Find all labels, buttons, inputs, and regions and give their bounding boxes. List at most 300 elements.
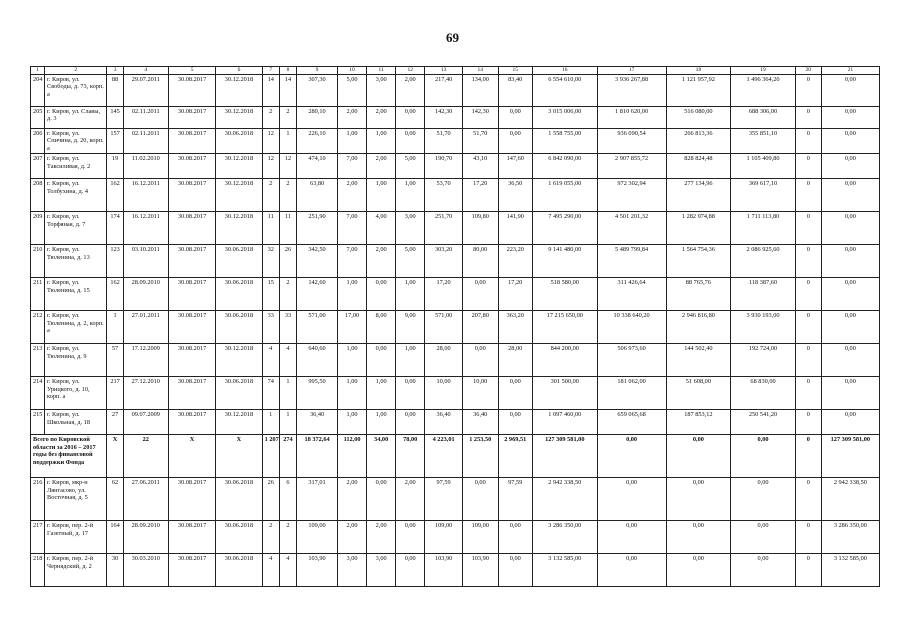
table-cell: 0 bbox=[795, 554, 821, 587]
table-cell: 6 bbox=[279, 478, 296, 521]
table-cell: 5,00 bbox=[396, 154, 425, 179]
table-cell: 30.08.2017 bbox=[168, 377, 215, 410]
table-cell: 1 496 364,20 bbox=[731, 74, 796, 106]
table-cell: 30.06.2018 bbox=[216, 478, 262, 521]
table-cell: 17,20 bbox=[498, 278, 532, 311]
table-row bbox=[31, 344, 880, 377]
table-cell: 30.06.2018 bbox=[216, 521, 262, 554]
table-cell: 1 558 755,00 bbox=[532, 128, 597, 154]
table-cell: 17 215 650,00 bbox=[532, 311, 597, 344]
table-cell: 29.07.2011 bbox=[123, 74, 168, 106]
table-cell: 62 bbox=[107, 478, 123, 521]
table-cell: 2,00 bbox=[338, 106, 367, 128]
table-cell: 0,00 bbox=[666, 478, 731, 521]
table-cell: 9,00 bbox=[396, 311, 425, 344]
table-cell: 0,00 bbox=[821, 278, 879, 311]
table-cell: 3,00 bbox=[396, 212, 425, 245]
table-cell: 1,00 bbox=[367, 179, 396, 212]
table-cell: 68 830,00 bbox=[731, 377, 796, 410]
address-cell: г. Киров, ул. Свободы, д. 73, корп. а bbox=[45, 74, 107, 106]
table-cell: 210 bbox=[31, 245, 45, 278]
table-cell: 2 907 855,72 bbox=[597, 154, 666, 179]
table-row bbox=[31, 128, 880, 154]
table-cell: 0,00 bbox=[396, 521, 425, 554]
total-cell: X bbox=[168, 435, 215, 478]
table-cell: 0 bbox=[795, 521, 821, 554]
table-cell: 317,01 bbox=[297, 478, 338, 521]
table-cell: 4 bbox=[262, 344, 279, 377]
table-cell: 211 bbox=[31, 278, 45, 311]
table-cell: 0,00 bbox=[396, 106, 425, 128]
address-cell: г. Киров, ул. Славы, д. 3 bbox=[45, 106, 107, 128]
table-cell: 4 bbox=[262, 554, 279, 587]
housing-resettlement-table bbox=[30, 66, 880, 587]
table-cell: 88 bbox=[107, 74, 123, 106]
table-cell: 3 930 193,00 bbox=[731, 311, 796, 344]
table-cell: 0,00 bbox=[731, 554, 796, 587]
table-cell: 162 bbox=[107, 179, 123, 212]
table-cell: 844 200,00 bbox=[532, 344, 597, 377]
table-cell: 7,00 bbox=[338, 212, 367, 245]
table-cell: 266 813,36 bbox=[666, 128, 731, 154]
table-cell: 207,80 bbox=[462, 311, 498, 344]
table-cell: 33 bbox=[262, 311, 279, 344]
total-row bbox=[31, 435, 880, 478]
table-cell: 30.08.2017 bbox=[168, 410, 215, 435]
table-cell: 30.08.2017 bbox=[168, 212, 215, 245]
table-cell: 30.12.2018 bbox=[216, 212, 262, 245]
table-cell: 11 bbox=[279, 212, 296, 245]
table-cell: 0,00 bbox=[666, 521, 731, 554]
total-cell: X bbox=[216, 435, 262, 478]
table-cell: 474,10 bbox=[297, 154, 338, 179]
table-cell: 30.08.2017 bbox=[168, 106, 215, 128]
table-cell: 103,90 bbox=[462, 554, 498, 587]
table-cell: 1,00 bbox=[338, 377, 367, 410]
table-cell: 30 bbox=[107, 554, 123, 587]
table-cell: 0,00 bbox=[821, 74, 879, 106]
total-cell: 274 bbox=[279, 435, 296, 478]
table-cell: 30.12.2018 bbox=[216, 74, 262, 106]
table-cell: 506 973,60 bbox=[597, 344, 666, 377]
table-cell: 0,00 bbox=[821, 311, 879, 344]
table-cell: 157 bbox=[107, 128, 123, 154]
address-cell: г. Киров, пер. 2-й Чернядский, д. 2 bbox=[45, 554, 107, 587]
table-cell: 214 bbox=[31, 377, 45, 410]
table-cell: 369 617,10 bbox=[731, 179, 796, 212]
table-cell: 3 286 350,00 bbox=[821, 521, 879, 554]
table-cell: 217,40 bbox=[425, 74, 463, 106]
column-number-cell: 6 bbox=[216, 67, 262, 75]
table-cell: 17,00 bbox=[338, 311, 367, 344]
table-cell: 2,00 bbox=[338, 521, 367, 554]
total-cell: 112,00 bbox=[338, 435, 367, 478]
table-cell: 2 946 816,80 bbox=[666, 311, 731, 344]
table-cell: 1 bbox=[262, 410, 279, 435]
total-cell: 127 309 581,00 bbox=[821, 435, 879, 478]
table-row bbox=[31, 377, 880, 410]
table-cell: 97,59 bbox=[498, 478, 532, 521]
table-cell: 0 bbox=[795, 344, 821, 377]
table-cell: 5,00 bbox=[396, 245, 425, 278]
table-cell: 250 541,20 bbox=[731, 410, 796, 435]
total-cell: 34,00 bbox=[367, 435, 396, 478]
total-cell: 1 253,50 bbox=[462, 435, 498, 478]
table-cell: 74 bbox=[262, 377, 279, 410]
table-cell: 217 bbox=[107, 377, 123, 410]
total-cell: 0,00 bbox=[666, 435, 731, 478]
table-row bbox=[31, 478, 880, 521]
table-cell: 1,00 bbox=[396, 278, 425, 311]
table-cell: 218 bbox=[31, 554, 45, 587]
table-cell: 2,00 bbox=[367, 154, 396, 179]
table-cell: 0,00 bbox=[396, 377, 425, 410]
table-cell: 30.08.2017 bbox=[168, 344, 215, 377]
table-cell: 0 bbox=[795, 311, 821, 344]
table-cell: 0,00 bbox=[462, 344, 498, 377]
column-number-cell: 9 bbox=[297, 67, 338, 75]
total-cell: 22 bbox=[123, 435, 168, 478]
total-cell: 0,00 bbox=[597, 435, 666, 478]
table-cell: 688 306,00 bbox=[731, 106, 796, 128]
table-cell: 27.01.2011 bbox=[123, 311, 168, 344]
table-cell: 251,90 bbox=[297, 212, 338, 245]
table-cell: 30.08.2017 bbox=[168, 311, 215, 344]
column-number-cell: 5 bbox=[168, 67, 215, 75]
table-cell: 0,00 bbox=[498, 410, 532, 435]
table-cell: 30.08.2017 bbox=[168, 74, 215, 106]
table-cell: 0,00 bbox=[597, 478, 666, 521]
total-cell: 2 969,51 bbox=[498, 435, 532, 478]
table-cell: 181 062,00 bbox=[597, 377, 666, 410]
table-cell: 17,20 bbox=[462, 179, 498, 212]
table-cell: 103,90 bbox=[425, 554, 463, 587]
table-cell: 659 065,68 bbox=[597, 410, 666, 435]
table-cell: 2,00 bbox=[367, 245, 396, 278]
table-cell: 17.12.2009 bbox=[123, 344, 168, 377]
table-cell: 0,00 bbox=[821, 106, 879, 128]
table-cell: 10,00 bbox=[462, 377, 498, 410]
total-cell: 18 372,64 bbox=[297, 435, 338, 478]
table-row bbox=[31, 154, 880, 179]
table-cell: 30.08.2017 bbox=[168, 245, 215, 278]
table-cell: 30.08.2017 bbox=[168, 478, 215, 521]
table-cell: 1,00 bbox=[338, 128, 367, 154]
table-cell: 30.06.2018 bbox=[216, 128, 262, 154]
column-number-cell: 15 bbox=[498, 67, 532, 75]
table-cell: 0,00 bbox=[498, 554, 532, 587]
table-cell: 14 bbox=[262, 74, 279, 106]
table-cell: 10,00 bbox=[425, 377, 463, 410]
column-number-row bbox=[31, 67, 880, 75]
address-cell: г. Киров, ул. Таксиливая, д. 2 bbox=[45, 154, 107, 179]
table-cell: 280,10 bbox=[297, 106, 338, 128]
table-cell: 190,70 bbox=[425, 154, 463, 179]
table-cell: 88 765,76 bbox=[666, 278, 731, 311]
table-cell: 144 502,40 bbox=[666, 344, 731, 377]
table-cell: 251,70 bbox=[425, 212, 463, 245]
table-cell: 0 bbox=[795, 377, 821, 410]
table-cell: 0,00 bbox=[462, 278, 498, 311]
table-row bbox=[31, 311, 880, 344]
column-number-cell: 11 bbox=[367, 67, 396, 75]
table-cell: 1 282 974,88 bbox=[666, 212, 731, 245]
table-cell: 0,00 bbox=[396, 410, 425, 435]
table-cell: 972 302,94 bbox=[597, 179, 666, 212]
table-cell: 1 bbox=[279, 377, 296, 410]
table-cell: 97,59 bbox=[425, 478, 463, 521]
address-cell: г. Киров, мкр-н Лянгасово, ул. Восточная, д. 5 bbox=[45, 478, 107, 521]
table-cell: 1,00 bbox=[396, 344, 425, 377]
total-cell: 127 309 581,00 bbox=[532, 435, 597, 478]
table-cell: 27.12.2010 bbox=[123, 377, 168, 410]
table-cell: 12 bbox=[279, 154, 296, 179]
column-number-cell: 19 bbox=[731, 67, 796, 75]
address-cell: г. Киров, ул. Толбухина, д. 4 bbox=[45, 179, 107, 212]
table-cell: 307,30 bbox=[297, 74, 338, 106]
table-cell: 0 bbox=[795, 106, 821, 128]
table-cell: 518 580,00 bbox=[532, 278, 597, 311]
column-number-cell: 7 bbox=[262, 67, 279, 75]
table-cell: 1,00 bbox=[396, 179, 425, 212]
table-cell: 1 121 957,92 bbox=[666, 74, 731, 106]
column-number-cell: 14 bbox=[462, 67, 498, 75]
table-cell: 0 bbox=[795, 212, 821, 245]
table-cell: 3 132 585,00 bbox=[532, 554, 597, 587]
table-cell: 28.09.2010 bbox=[123, 278, 168, 311]
table-cell: 12 bbox=[262, 154, 279, 179]
table-cell: 0 bbox=[795, 74, 821, 106]
table-cell: 2 bbox=[262, 179, 279, 212]
table-cell: 2 942 338,50 bbox=[532, 478, 597, 521]
table-cell: 0 bbox=[795, 128, 821, 154]
table-cell: 30.08.2017 bbox=[168, 521, 215, 554]
table-cell: 30.06.2018 bbox=[216, 245, 262, 278]
table-row bbox=[31, 179, 880, 212]
table-row bbox=[31, 245, 880, 278]
table-cell: 303,20 bbox=[425, 245, 463, 278]
table-cell: 16.12.2011 bbox=[123, 212, 168, 245]
address-cell: г. Киров, ул. Тюленина, д. 13 bbox=[45, 245, 107, 278]
total-cell: 1 207 bbox=[262, 435, 279, 478]
table-cell: 3,00 bbox=[338, 554, 367, 587]
table-cell: 57 bbox=[107, 344, 123, 377]
table-cell: 10 338 640,20 bbox=[597, 311, 666, 344]
table-cell: 0,00 bbox=[597, 521, 666, 554]
table-cell: 1,00 bbox=[338, 278, 367, 311]
page-number: 69 bbox=[446, 30, 459, 45]
table-cell: 80,00 bbox=[462, 245, 498, 278]
total-cell: 4 223,01 bbox=[425, 435, 463, 478]
table-cell: 0 bbox=[795, 478, 821, 521]
table-cell: 3 132 585,00 bbox=[821, 554, 879, 587]
table-cell: 3,00 bbox=[367, 554, 396, 587]
table-cell: 51,70 bbox=[462, 128, 498, 154]
table-row bbox=[31, 278, 880, 311]
table-cell: 2 942 338,50 bbox=[821, 478, 879, 521]
column-number-cell: 1 bbox=[31, 67, 45, 75]
table-row bbox=[31, 554, 880, 587]
column-number-cell: 4 bbox=[123, 67, 168, 75]
table-cell: 26 bbox=[279, 245, 296, 278]
table-cell: 0,00 bbox=[498, 377, 532, 410]
table-cell: 192 724,00 bbox=[731, 344, 796, 377]
table-cell: 32 bbox=[262, 245, 279, 278]
table-cell: 09.07.2009 bbox=[123, 410, 168, 435]
table-cell: 0 bbox=[795, 278, 821, 311]
table-cell: 109,80 bbox=[462, 212, 498, 245]
table-cell: 217 bbox=[31, 521, 45, 554]
table-cell: 2 bbox=[279, 278, 296, 311]
table-cell: 0,00 bbox=[821, 377, 879, 410]
table-cell: 6 554 610,00 bbox=[532, 74, 597, 106]
table-cell: 3,00 bbox=[367, 74, 396, 106]
table-cell: 142,30 bbox=[425, 106, 463, 128]
table-cell: 02.11.2011 bbox=[123, 128, 168, 154]
table-cell: 28,00 bbox=[425, 344, 463, 377]
table-cell: 209 bbox=[31, 212, 45, 245]
table-cell: 1 bbox=[279, 410, 296, 435]
table-cell: 0,00 bbox=[498, 521, 532, 554]
table-cell: 1 619 055,00 bbox=[532, 179, 597, 212]
table-row bbox=[31, 521, 880, 554]
table-cell: 30.12.2018 bbox=[216, 154, 262, 179]
column-number-cell: 20 bbox=[795, 67, 821, 75]
address-cell: г. Киров, пер. 2-й Газетный, д. 17 bbox=[45, 521, 107, 554]
column-number-cell: 2 bbox=[45, 67, 107, 75]
table-cell: 33 bbox=[279, 311, 296, 344]
table-cell: 1,00 bbox=[367, 410, 396, 435]
table-cell: 7 495 290,00 bbox=[532, 212, 597, 245]
table-cell: 2,00 bbox=[367, 106, 396, 128]
table-cell: 0,00 bbox=[731, 478, 796, 521]
table-cell: 142,60 bbox=[297, 278, 338, 311]
table-cell: 311 426,64 bbox=[597, 278, 666, 311]
table-cell: 0,00 bbox=[597, 554, 666, 587]
table-cell: 363,20 bbox=[498, 311, 532, 344]
address-cell: г. Киров, ул. Торфяная, д. 7 bbox=[45, 212, 107, 245]
table-cell: 51 608,00 bbox=[666, 377, 731, 410]
table-cell: 4,00 bbox=[367, 212, 396, 245]
table-cell: 14 bbox=[279, 74, 296, 106]
table-cell: 640,60 bbox=[297, 344, 338, 377]
table-cell: 355 851,10 bbox=[731, 128, 796, 154]
table-cell: 30.08.2017 bbox=[168, 278, 215, 311]
table-cell: 208 bbox=[31, 179, 45, 212]
table-cell: 03.10.2011 bbox=[123, 245, 168, 278]
table-cell: 1 097 460,00 bbox=[532, 410, 597, 435]
table-cell: 0,00 bbox=[821, 344, 879, 377]
table-cell: 2,00 bbox=[396, 478, 425, 521]
table-cell: 1,00 bbox=[367, 377, 396, 410]
table-cell: 205 bbox=[31, 106, 45, 128]
table-cell: 2,00 bbox=[367, 521, 396, 554]
table-cell: 3 015 006,00 bbox=[532, 106, 597, 128]
table-cell: 19 bbox=[107, 154, 123, 179]
table-cell: 342,50 bbox=[297, 245, 338, 278]
table-cell: 516 080,00 bbox=[666, 106, 731, 128]
column-number-cell: 17 bbox=[597, 67, 666, 75]
table-cell: 206 bbox=[31, 128, 45, 154]
table-cell: 27.06.2011 bbox=[123, 478, 168, 521]
table-cell: 0,00 bbox=[498, 128, 532, 154]
table-cell: 2 bbox=[279, 179, 296, 212]
column-number-cell: 12 bbox=[396, 67, 425, 75]
address-cell: г. Киров, ул. Тюленина, д. 9 bbox=[45, 344, 107, 377]
table-cell: 0,00 bbox=[462, 478, 498, 521]
table-cell: 216 bbox=[31, 478, 45, 521]
table-cell: 30.12.2018 bbox=[216, 179, 262, 212]
table-cell: 277 134,96 bbox=[666, 179, 731, 212]
table-row bbox=[31, 106, 880, 128]
table-cell: 3 936 267,88 bbox=[597, 74, 666, 106]
table-cell: 6 842 090,00 bbox=[532, 154, 597, 179]
table-cell: 1 bbox=[107, 311, 123, 344]
table-cell: 1 105 409,80 bbox=[731, 154, 796, 179]
table-cell: 0 bbox=[795, 245, 821, 278]
table-cell: 828 824,48 bbox=[666, 154, 731, 179]
table-row bbox=[31, 410, 880, 435]
table-cell: 0,00 bbox=[821, 128, 879, 154]
column-number-cell: 10 bbox=[338, 67, 367, 75]
table-cell: 109,00 bbox=[425, 521, 463, 554]
total-label-cell: Всего по Кировской области за 2016 – 2017 годы без финансовой поддержки Фонда bbox=[31, 435, 107, 478]
table-cell: 2,00 bbox=[338, 478, 367, 521]
table-cell: 1,00 bbox=[367, 128, 396, 154]
table-cell: 51,70 bbox=[425, 128, 463, 154]
table-cell: 226,10 bbox=[297, 128, 338, 154]
table-cell: 28.09.2010 bbox=[123, 521, 168, 554]
table-cell: 1,00 bbox=[338, 344, 367, 377]
total-cell: X bbox=[107, 435, 123, 478]
table-cell: 30.06.2018 bbox=[216, 377, 262, 410]
table-cell: 17,20 bbox=[425, 278, 463, 311]
address-cell: г. Киров, ул. Спичина, д. 20, корп. а bbox=[45, 128, 107, 154]
table-cell: 147,60 bbox=[498, 154, 532, 179]
table-cell: 571,00 bbox=[425, 311, 463, 344]
address-cell: г. Киров, ул. Урицкого, д. 10, корп. а bbox=[45, 377, 107, 410]
address-cell: г. Киров, ул. Школьная, д. 18 bbox=[45, 410, 107, 435]
table-cell: 1 711 113,80 bbox=[731, 212, 796, 245]
address-cell: г. Киров, ул. Тюленина, д. 15 bbox=[45, 278, 107, 311]
table-cell: 0,00 bbox=[367, 344, 396, 377]
table-cell: 109,00 bbox=[297, 521, 338, 554]
table-cell: 215 bbox=[31, 410, 45, 435]
table-cell: 134,00 bbox=[462, 74, 498, 106]
table-cell: 15 bbox=[262, 278, 279, 311]
column-number-cell: 16 bbox=[532, 67, 597, 75]
table-cell: 0,00 bbox=[396, 554, 425, 587]
table-cell: 164 bbox=[107, 521, 123, 554]
table-cell: 30.12.2018 bbox=[216, 106, 262, 128]
table-cell: 0,00 bbox=[498, 106, 532, 128]
table-cell: 0,00 bbox=[821, 154, 879, 179]
table-cell: 2 bbox=[262, 521, 279, 554]
table-cell: 53,70 bbox=[425, 179, 463, 212]
table-cell: 141,90 bbox=[498, 212, 532, 245]
table-cell: 4 501 201,32 bbox=[597, 212, 666, 245]
table-cell: 0,00 bbox=[367, 278, 396, 311]
table-cell: 2 086 925,60 bbox=[731, 245, 796, 278]
table-cell: 5 489 799,84 bbox=[597, 245, 666, 278]
table-cell: 11 bbox=[262, 212, 279, 245]
table-cell: 145 bbox=[107, 106, 123, 128]
table-cell: 9 141 480,00 bbox=[532, 245, 597, 278]
table-cell: 43,10 bbox=[462, 154, 498, 179]
table-cell: 0 bbox=[795, 410, 821, 435]
table-cell: 30.06.2018 bbox=[216, 311, 262, 344]
table-cell: 83,40 bbox=[498, 74, 532, 106]
